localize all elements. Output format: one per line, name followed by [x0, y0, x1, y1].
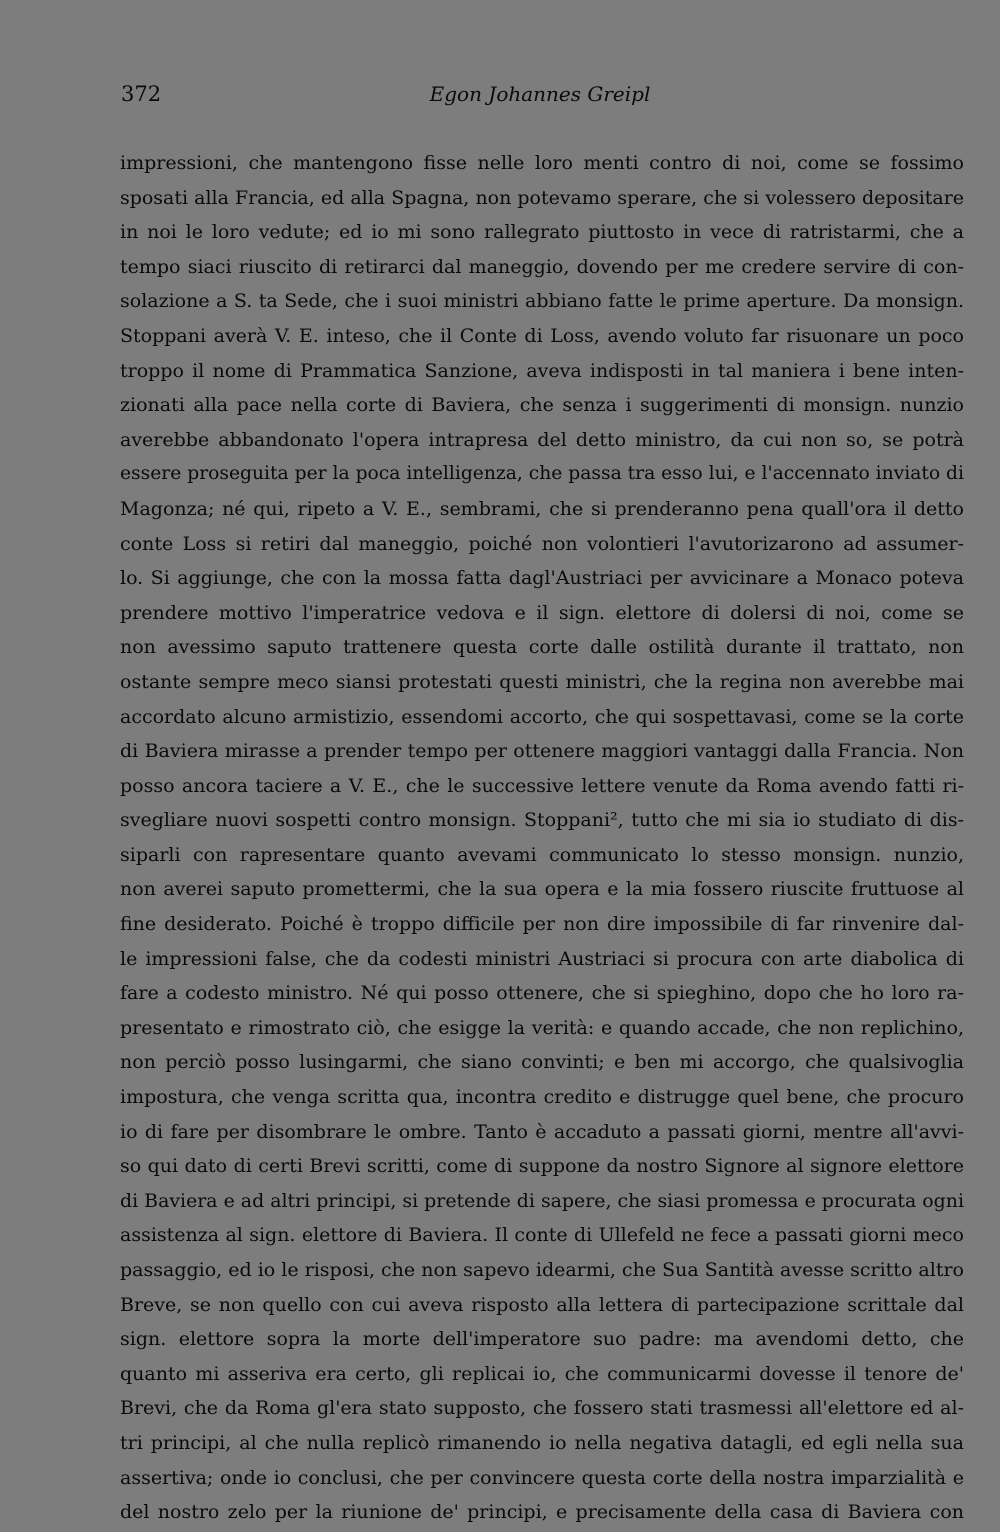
text-line: zionati alla pace nella corte di Baviera, che senza i suggerimenti di monsign. nunzio [120, 394, 964, 417]
text-line: assistenza al sign. elettore di Baviera. Il conte di Ullefeld ne fece a passati giorni meco [120, 1224, 964, 1247]
text-line: fare a codesto ministro. Né qui posso ottenere, che si spieghino, dopo che ho loro ra- [120, 982, 964, 1005]
text-line: impostura, che venga scritta qua, incontra credito e distrugge quel bene, che procuro [120, 1086, 964, 1109]
text-line: tri principi, al che nulla replicò rimanendo io nella negativa datagli, ed egli nella sua [120, 1431, 964, 1454]
text-line: essere proseguita per la poca intelligenza, che passa tra esso lui, e l'accennato inviato di [120, 463, 964, 485]
text-line: svegliare nuovi sospetti contro monsign. Stoppani², tutto che mi sia io studiato di dis- [120, 809, 964, 832]
text-line: presentato e rimostrato ciò, che esigge la verità: e quando accade, che non replichino, [120, 1016, 964, 1039]
text-line: in noi le loro vedute; ed io mi sono rallegrato piuttosto in vece di ratristarmi, che a [120, 221, 964, 244]
text-line: fine desiderato. Poiché è troppo difficile per non dire impossibile di far rinvenire dal- [120, 913, 964, 936]
text-line: so qui dato di certi Brevi scritti, come di suppone da nostro Signore al signore elettore [120, 1155, 964, 1178]
page-header [121, 78, 959, 110]
text-line: quanto mi asseriva era certo, gli replicai io, che communicarmi dovesse il tenore de' [120, 1362, 964, 1385]
text-line: siparli con rapresentare quanto avevami communicato lo stesso monsign. nunzio, [120, 843, 964, 866]
text-line: non averei saputo promettermi, che la sua opera e la mia fossero riuscite fruttuose al [120, 878, 964, 901]
text-line: accordato alcuno armistizio, essendomi accorto, che qui sospettavasi, come se la corte [120, 705, 964, 728]
text-line: averebbe abbandonato l'opera intrapresa del detto ministro, da cui non so, se potrà [120, 428, 964, 451]
text-line: tempo siaci riuscito di retirarci dal maneggio, dovendo per me credere servire di con- [120, 255, 964, 278]
text-line: posso ancora taciere a V. E., che le successive lettere venute da Roma avendo fatti ri- [120, 774, 964, 797]
text-line: lo. Si aggiunge, che con la mossa fatta dagl'Austriaci per avvicinare a Monaco poteva [120, 567, 964, 590]
text-line: le impressioni false, che da codesti ministri Austriaci si procura con arte diabolica di [120, 947, 964, 970]
text-line: Brevi, che da Roma gl'era stato supposto, che fossero stati trasmessi all'elettore ed al- [120, 1397, 964, 1420]
text-line: prendere mottivo l'imperatrice vedova e il sign. elettore di dolersi di noi, come se [120, 601, 964, 624]
text-line: di Baviera e ad altri principi, si pretende di sapere, che siasi promessa e procurata ogni [120, 1189, 964, 1212]
text-line: solazione a S. ta Sede, che i suoi ministri abbiano fatte le prime aperture. Da monsign. [120, 290, 964, 313]
text-line: Magonza; né qui, ripeto a V. E., sembrami, che si prenderanno pena quall'ora il detto [120, 497, 964, 520]
text-line: non perciò posso lusingarmi, che siano convinti; e ben mi accorgo, che qualsivoglia [120, 1051, 964, 1074]
text-line: conte Loss si retiri dal maneggio, poiché non volontieri l'avutorizarono ad assumer- [120, 532, 964, 555]
text-line: ostante sempre meco siansi protestati questi ministri, che la regina non averebbe mai [120, 670, 964, 693]
text-line: non avessimo saputo trattenere questa corte dalle ostilità durante il trattato, non [120, 636, 964, 659]
page-number: 372 [121, 82, 162, 106]
text-line: passaggio, ed io le risposi, che non sapevo idearmi, che Sua Santità avesse scritto altro [120, 1259, 964, 1281]
text-line: io di fare per disombrare le ombre. Tanto è accaduto a passati giorni, mentre all'avvi- [120, 1120, 964, 1143]
text-line: sposati alla Francia, ed alla Spagna, non potevamo sperare, che si volessero depositare [120, 186, 964, 209]
running-head: Egon Johannes Greipl [429, 82, 651, 106]
body-text [120, 146, 964, 1530]
text-line: assertiva; onde io conclusi, che per convincere questa corte della nostra imparzialità e [120, 1466, 964, 1489]
text-line: del nostro zelo per la riunione de' principi, e precisamente della casa di Baviera con [120, 1501, 964, 1524]
text-line: di Baviera mirasse a prender tempo per ottenere maggiori vantaggi dalla Francia. Non [120, 740, 964, 763]
text-line: Breve, se non quello con cui aveva risposto alla lettera di partecipazione scrittale dal [120, 1293, 964, 1316]
text-line: sign. elettore sopra la morte dell'imperatore suo padre: ma avendomi detto, che [120, 1328, 964, 1351]
text-line: troppo il nome di Prammatica Sanzione, aveva indisposti in tal maniera i bene inten- [120, 359, 964, 382]
text-line: Stoppani averà V. E. inteso, che il Conte di Loss, avendo voluto far risuonare un poco [120, 324, 964, 347]
text-line: impressioni, che mantengono fisse nelle loro menti contro di noi, come se fossimo [120, 152, 964, 174]
